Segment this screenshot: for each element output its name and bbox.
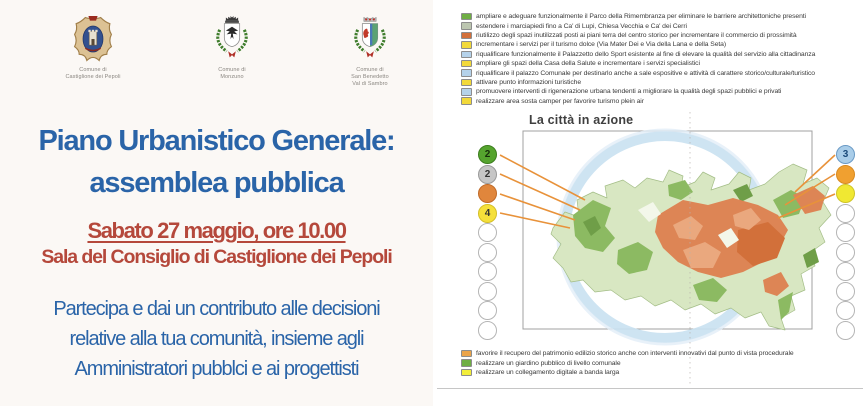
- map-marker: [478, 321, 497, 340]
- legend-swatch-icon: [461, 350, 472, 358]
- legend-label: promuovere interventi di rigenerazione urbana tendenti a migliorare la qualità degli spazi pubblici e privati: [476, 88, 782, 96]
- map-marker: [836, 321, 855, 340]
- legend-label: ampliare e adeguare funzionalmente il Parco della Rimembranza per eliminare le barriere architettoniche presenti: [476, 13, 806, 21]
- map-marker: [836, 165, 855, 184]
- map-marker: 2: [478, 145, 497, 164]
- participation-text: [0, 294, 433, 384]
- participation-text-line: Amministratori pubblci e ai progettisti: [74, 358, 359, 380]
- logo-caption-line: San Benedetto: [351, 74, 389, 80]
- legend-label: estendere i marciapiedi fino a Ca' di Lupi, Chiesa Vecchia e Ca' dei Cerri: [476, 22, 687, 30]
- map-marker: [478, 223, 497, 242]
- legend-label: riqualificare il palazzo Comunale per destinarlo anche a sale espositive e attività di carattere storico/culturale/turistico: [476, 69, 815, 77]
- participation-text-line: relative alla tua comunità, insieme agli: [69, 328, 364, 350]
- map-marker: [478, 301, 497, 320]
- map-marker: [478, 243, 497, 262]
- legend-label: ampliare gli spazi della Casa della Salute e incrementare i servizi specialistici: [476, 60, 700, 68]
- map-marker: 4: [478, 204, 497, 223]
- legend-swatch-icon: [461, 369, 472, 377]
- event-venue: Sala del Consiglio di Castiglione dei Pepoli: [41, 246, 392, 268]
- map-marker: 3: [836, 145, 855, 164]
- map-marker: [478, 282, 497, 301]
- page-title-line1: Piano Urbanistico Generale:: [38, 125, 395, 157]
- logo-caption-line: Castiglione dei Pepoli: [65, 74, 121, 80]
- logo-caption-line: Comune di: [218, 67, 246, 73]
- legend-item: [461, 368, 794, 377]
- logo-castiglione: [53, 14, 133, 81]
- legend-item: [461, 358, 794, 367]
- legend-swatch-icon: [461, 359, 472, 367]
- legend-label: realizzare un collegamento digitale a banda larga: [476, 368, 620, 376]
- logo-caption-line: Comune di: [79, 67, 107, 73]
- map-marker: [836, 301, 855, 320]
- logo-caption: [328, 67, 412, 88]
- legend-label: riqualificare funzionalmente il Palazzetto dello Sport esistente al fine di elevare la qualità del servizio alla cittadinanza: [476, 50, 816, 58]
- legend-label: incrementare i servizi per il turismo dolce (Via Mater Dei e Via della Lana e della Seta): [476, 41, 727, 49]
- legend-label: attivare punto informazioni turistiche: [476, 78, 582, 86]
- actions-legend-bottom: [461, 349, 794, 377]
- flyer-right-page: [433, 0, 865, 406]
- logo-san-benedetto: [328, 14, 412, 88]
- legend-label: realizzare un giardino pubblico di livello comunale: [476, 359, 621, 367]
- map-markers-right: [836, 145, 855, 340]
- page-title-line2: assemblea pubblica: [89, 167, 344, 199]
- map-marker: 2: [478, 165, 497, 184]
- logo-caption-line: Comune di: [356, 67, 384, 73]
- participation-text-line: Partecipa e dai un contributo alle decisioni: [53, 298, 380, 320]
- map-title: La città in azione: [529, 113, 634, 127]
- city-action-map: [433, 0, 865, 406]
- legend-label: realizzare area sosta camper per favorire turismo plein air: [476, 97, 644, 105]
- map-marker: [836, 262, 855, 281]
- map-marker: [478, 262, 497, 281]
- bottom-divider: [437, 388, 863, 389]
- event-date: Sabato 27 maggio, ore 10.00: [87, 218, 346, 243]
- logo-caption: [53, 67, 133, 81]
- map-marker: [836, 223, 855, 242]
- monzuno-crest-icon: [209, 14, 255, 64]
- legend-label: favorire il recupero del patrimonio edilizio storico anche con interventi innovativi dal punto di vista procedurale: [476, 350, 794, 358]
- logo-caption-line: Val di Sambro: [352, 81, 388, 87]
- map-marker: [478, 184, 497, 203]
- legend-item: [461, 349, 794, 358]
- logo-caption: [192, 67, 272, 81]
- logo-caption-line: Monzuno: [220, 74, 244, 80]
- castiglione-crest-icon: [70, 14, 116, 64]
- san-benedetto-crest-icon: [347, 14, 393, 64]
- legend-label: riutilizzo degli spazi inutilizzati posti ai piani terra del centro storico per incrementare il commercio di prossimità: [476, 31, 797, 39]
- map-marker: [836, 204, 855, 223]
- map-marker: [836, 243, 855, 262]
- logo-monzuno: [192, 14, 272, 81]
- map-marker: [836, 184, 855, 203]
- page-title: [0, 120, 433, 204]
- map-markers-left: [478, 145, 497, 340]
- map-marker: [836, 282, 855, 301]
